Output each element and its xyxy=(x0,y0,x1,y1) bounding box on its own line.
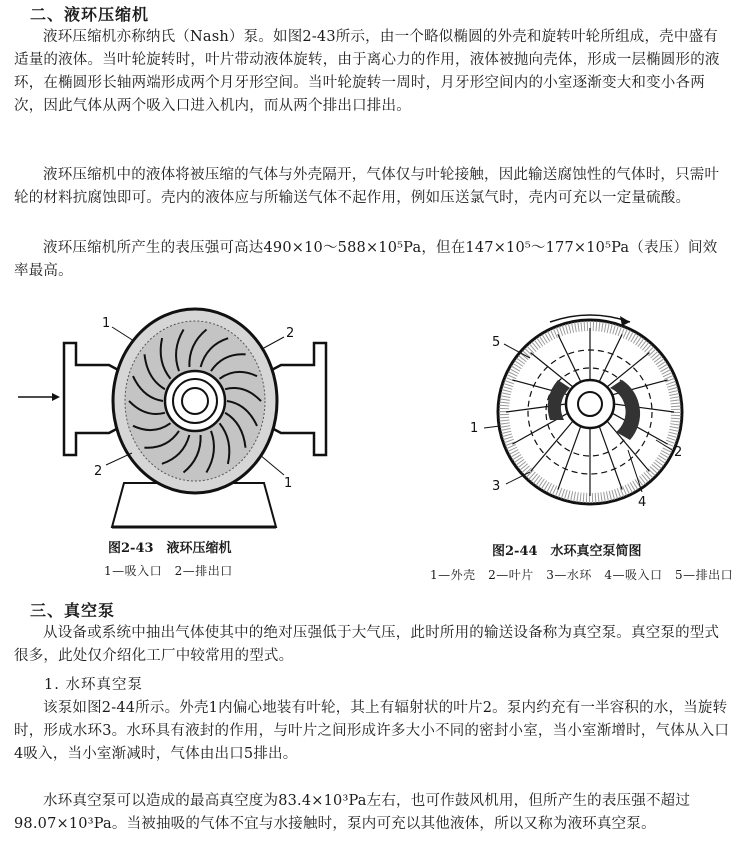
paragraph-water-ring-description: 该泵如图2-44所示。外壳1内偏心地装有叶轮，其上有辐射状的叶片2。泵内约充有一半容积的水，当旋转时，形成水环3。水环具有液封的作用，与叶片之间形成许多大小不同的密封小室，当小室渐增时，气体从入口4吸入，当小室渐减时，气体由出口5排出。 xyxy=(14,700,730,762)
paragraph-compressor-pressure: 液环压缩机所产生的表压强可高达490×10～588×10⁵Pa，但在147×10⁵～177×10⁵Pa（表压）间效率最高。 xyxy=(14,240,718,279)
figure43-legend: 1—吸入口 2—排出口 xyxy=(104,564,233,578)
figure43-caption: 图2-43 液环压缩机 xyxy=(108,541,232,556)
fig43-callout-1-bottom: 1 xyxy=(284,476,293,491)
shaft xyxy=(182,388,208,414)
section-heading-liquid-ring-compressor: 二、液环压缩机 xyxy=(30,5,150,24)
fig44-callout-2: 2 xyxy=(674,445,683,460)
figure44-caption: 图2-44 水环真空泵简图 xyxy=(492,544,642,559)
figure44-legend: 1—外壳 2—叶片 3—水环 4—吸入口 5—排出口 xyxy=(430,568,734,582)
fig43-callout-2-top: 2 xyxy=(286,326,295,341)
fig44-callout-4: 4 xyxy=(638,495,647,510)
figure-liquid-ring-compressor xyxy=(14,305,354,535)
fig44-callout-1: 1 xyxy=(470,421,479,436)
paragraph-compressor-description: 液环压缩机亦称纳氏（Nash）泵。如图2-43所示，由一个略似椭圆的外壳和旋转叶轮所组成，壳中盛有适量的液体。当叶轮旋转时，叶片带动液体旋转，由于离心力的作用，液体被抛向壳体，形成一层椭圆形的液环，在椭圆形长轴两端形成两个月牙形空间。当叶轮旋转一周时，月牙形空间内的小室逐渐变大和变小各两次，因此气体从两个吸入口进入机内，而从两个排出口排出。 xyxy=(14,29,720,114)
figure-water-ring-vacuum-pump xyxy=(460,300,730,540)
paragraph-vacuum-pump-intro: 从设备或系统中抽出气体使其中的绝对压强低于大气压，此时所用的输送设备称为真空泵。真空泵的型式很多，此处仅介绍化工厂中较常用的型式。 xyxy=(14,625,720,664)
subheading-water-ring-vacuum-pump: 1. 水环真空泵 xyxy=(44,677,143,693)
fig43-callout-2-bottom: 2 xyxy=(94,464,103,479)
paragraph-compressor-corrosion: 液环压缩机中的液体将被压缩的气体与外壳隔开，气体仅与叶轮接触，因此输送腐蚀性的气体时，只需叶轮的材料抗腐蚀即可。壳内的液体应与所输送气体不起作用，例如压送氯气时，壳内可充以一定量硫酸。 xyxy=(14,167,720,206)
section-heading-vacuum-pump: 三、真空泵 xyxy=(30,601,116,620)
fig44-callout-3: 3 xyxy=(492,479,501,494)
fig44-callout-5: 5 xyxy=(492,335,501,350)
paragraph-water-ring-performance: 水环真空泵可以造成的最高真空度为83.4×10³Pa左右，也可作鼓风机用，但所产生的表压强不超过98.07×10³Pa。当被抽吸的气体不宜与水接触时，泵内可充以其他液体，所以又称为液环真空泵。 xyxy=(14,793,691,832)
fig43-callout-1-top: 1 xyxy=(102,316,111,331)
